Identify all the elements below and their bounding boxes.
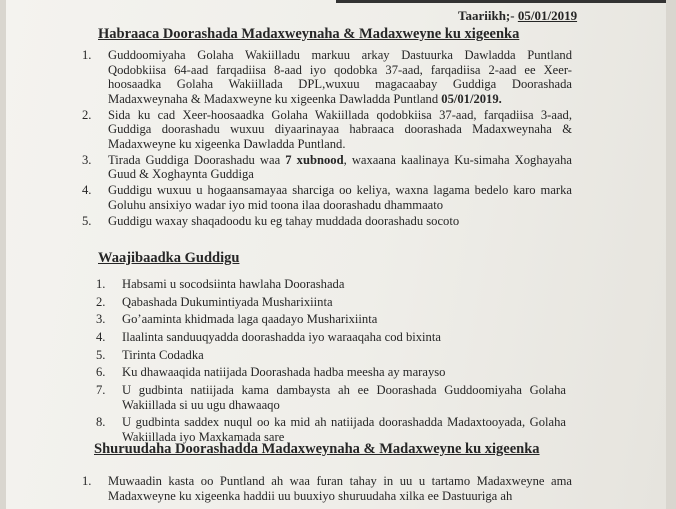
item-text: Sida ku cad Xeer-hoosaadka Golaha Wakiillada qodobkiisa 37-aad, farqadiisa 3-aad, Guddiga doorashadu wuxuu diyaarinayaa habraaca doorashada Madaxweynaha & Madaxweyne ku xigeenka Dawladda Puntland.	[108, 107, 572, 151]
item-text: Go’aaminta khidmada laga qaadayo Musharixiinta	[122, 312, 378, 327]
item-text: Tirinta Codadka	[122, 347, 204, 362]
item-number: 4.	[96, 330, 106, 345]
item-number: 1.	[82, 474, 92, 488]
item-number: 5.	[82, 213, 92, 228]
list-item	[82, 214, 572, 229]
item-text: U gudbinta natiijada kama dambaysta ah ee Doorashada Guddoomiyaha Golaha Wakiillada si uu ugu dhawaaqo	[122, 383, 566, 412]
list-item	[82, 108, 572, 152]
item-text: Guddigu wuxuu u hogaansamayaa sharciga oo keliya, waxna lagama bedelo karo marka Goluhu ansixiyo wadar iyo mid toona ilaa doorashadu dhammaato	[108, 183, 572, 212]
item-text: Tirada Guddiga Doorashadu waa 7 xubnood, waxaana kaalinaya Ku-simaha Xoghayaha Guud & Xoghaynta Guddiga	[108, 152, 572, 181]
section1-list	[82, 48, 572, 230]
document-page	[6, 0, 666, 509]
item-text: Muwaadin kasta oo Puntland ah waa furan tahay in uu u tartamo Madaxweyne ama Madaxweyne ku xigeenka haddii uu buuxiyo shuruudaha xilka ee Dastuuriga ah	[108, 474, 572, 503]
list-item	[96, 415, 566, 444]
list-item	[96, 312, 566, 327]
list-item	[96, 348, 566, 363]
item-text: Guddigu waxay shaqadoodu ku eg tahay muddada doorashadu socoto	[108, 213, 460, 228]
section1-heading: Habraaca Doorashada Madaxweynaha & Madaxweyne ku xigeenka	[98, 26, 520, 42]
list-item	[82, 183, 572, 212]
list-item	[96, 365, 566, 380]
section3-list	[82, 474, 572, 505]
section2-heading: Waajibaadka Guddigu	[98, 250, 240, 266]
list-item	[82, 474, 572, 503]
item-number: 2.	[96, 294, 106, 309]
item-number: 5.	[96, 347, 106, 362]
top-rule	[336, 0, 666, 3]
item-text: Ku dhawaaqida natiijada Doorashada hadba meesha ay marayso	[122, 365, 446, 380]
item-text: U gudbinta saddex nuqul oo ka mid ah natiijada doorashadda Madaxtooyada, Golaha Wakiillada iyo Maxkamada sare	[122, 415, 566, 444]
item-number: 3.	[82, 152, 92, 167]
item-number: 1.	[96, 277, 106, 291]
list-item	[96, 383, 566, 412]
date-label: Taariikh;-	[458, 8, 515, 23]
list-item	[96, 277, 566, 292]
item-number: 8.	[96, 415, 106, 430]
list-item	[96, 295, 566, 310]
item-text: Ilaalinta sanduuqyadda doorashadda iyo waraaqaha cod bixinta	[122, 330, 441, 345]
item-text: Habsami u socodsiinta hawlaha Doorashada	[122, 277, 345, 291]
date-value: 05/01/2019	[517, 8, 578, 23]
list-item	[82, 153, 572, 182]
item-text: Guddoomiyaha Golaha Wakiilladu markuu arkay Dastuurka Dawladda Puntland Qodobkiisa 64-aad farqadiisa 8-aad iyo qodobka 37-aad, farqadiisa 2-aad ee Xeer-hoosaadka Golaha Wakiillada DPL,wuxuu magacaabay Guddiga Doorashada Madaxweynaha & Madaxweyne ku xigeenka Dawladda Puntland 05/01/2019.	[108, 48, 572, 106]
section3-heading: Shuruudaha Doorashadda Madaxweynaha & Madaxweyne ku xigeenka	[94, 441, 540, 457]
item-number: 2.	[82, 107, 92, 122]
item-text: Qabashada Dukumintiyada Musharixiinta	[122, 294, 333, 309]
date-line	[458, 8, 577, 24]
list-item	[82, 48, 572, 106]
item-number: 7.	[96, 383, 106, 398]
item-number: 3.	[96, 312, 106, 327]
item-number: 6.	[96, 365, 106, 380]
section2-list	[96, 277, 566, 448]
item-number: 4.	[82, 183, 92, 197]
list-item	[96, 330, 566, 345]
item-number: 1.	[82, 48, 92, 62]
